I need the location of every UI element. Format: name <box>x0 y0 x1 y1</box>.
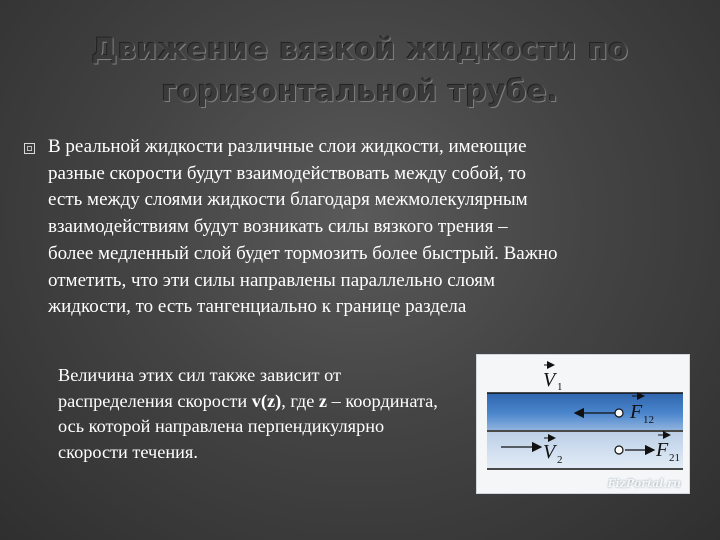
paragraph-velocity-distribution <box>58 363 458 465</box>
svg-text:F: F <box>656 439 669 461</box>
paragraph-line: отметить, что эти силы направлены параллельно слоям <box>48 269 496 291</box>
paragraph2-text: – координата, ось которой направлена перпендикулярно скорости течения. <box>58 390 438 462</box>
svg-text:F: F <box>630 401 643 423</box>
paragraph-viscous-forces <box>48 134 688 321</box>
paragraph2-text: , где <box>281 390 319 411</box>
fluid-layers-svg <box>477 355 691 495</box>
particle-lower <box>615 446 623 454</box>
title-line-1: Движение вязкой жидкости по <box>91 32 629 66</box>
paragraph2-text: Величина этих сил также зависит от распределения скорости <box>58 365 341 411</box>
slide-title <box>60 28 660 112</box>
svg-text:12: 12 <box>643 414 654 426</box>
paragraph-line: более медленный слой будет тормозить более быстрый. Важно <box>48 242 558 264</box>
label-v1 <box>543 365 563 393</box>
svg-text:2: 2 <box>557 454 563 466</box>
svg-text:21: 21 <box>669 452 680 464</box>
paragraph-line: В реальной жидкости различные слои жидкости, имеющие <box>48 136 527 157</box>
svg-text:V: V <box>543 441 556 463</box>
z-coordinate: z <box>318 390 328 411</box>
bullet-icon <box>24 143 35 154</box>
paragraph-line: разные скорости будут взаимодействовать между собой, то <box>48 162 526 184</box>
fluid-layers-diagram <box>476 354 690 494</box>
title-line-2: горизонтальной трубе. <box>161 74 559 108</box>
paragraph-line: есть между слоями жидкости благодаря межмолекулярным <box>48 189 528 211</box>
particle-upper <box>615 409 623 417</box>
svg-text:V: V <box>543 369 556 391</box>
paragraph-line: жидкости, то есть тангенциально к границе раздела <box>48 296 467 318</box>
paragraph-line: взаимодействиям будут возникать силы вязкого трения – <box>48 216 508 238</box>
watermark-text: FizPortal.ru <box>607 477 681 490</box>
svg-text:1: 1 <box>557 381 563 393</box>
velocity-function: v(z) <box>251 390 282 411</box>
